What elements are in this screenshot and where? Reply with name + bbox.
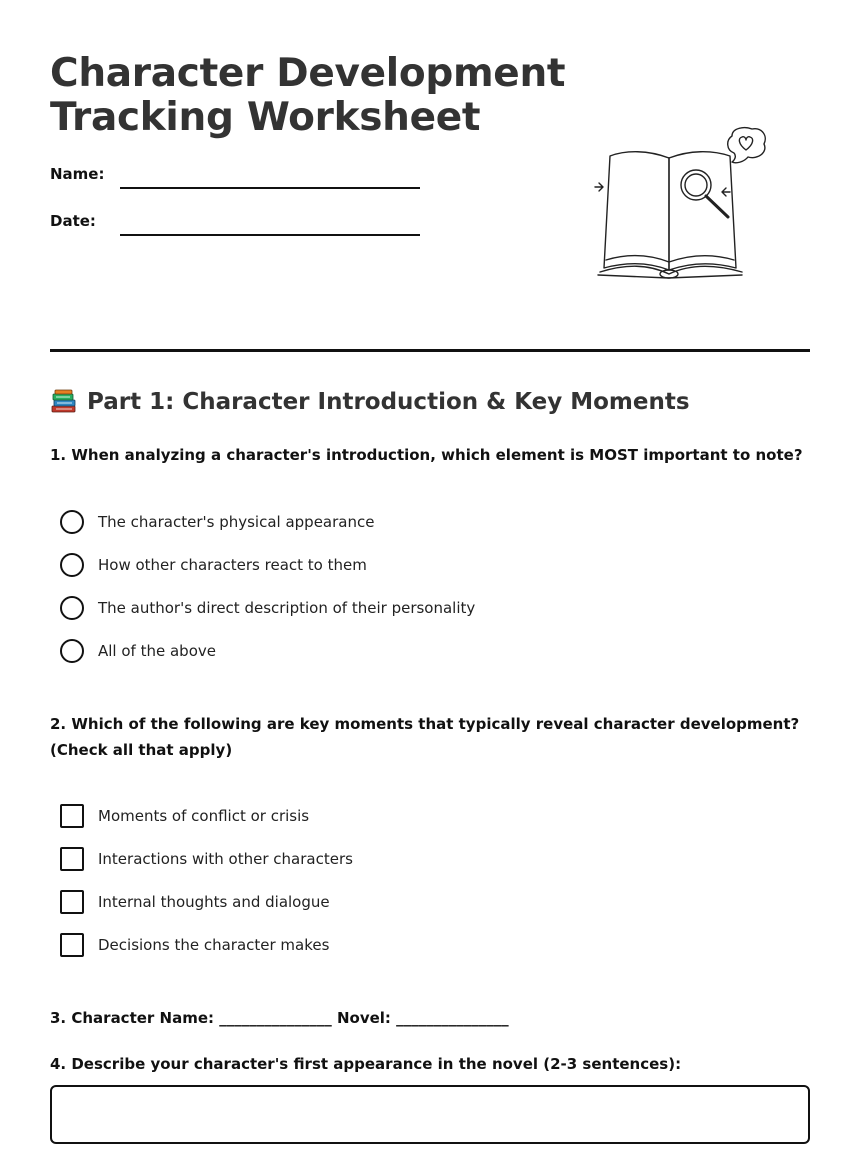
q2-option-3[interactable] bbox=[60, 889, 330, 915]
radio-button[interactable] bbox=[60, 553, 84, 577]
date-label: Date: bbox=[50, 212, 96, 230]
option-label: The character's physical appearance bbox=[98, 513, 375, 531]
part1-title: Part 1: Character Introduction & Key Moments bbox=[87, 389, 690, 415]
option-label: How other characters react to them bbox=[98, 556, 367, 574]
question-1: 1. When analyzing a character's introduction, which element is MOST important to note? bbox=[50, 446, 803, 464]
radio-button[interactable] bbox=[60, 639, 84, 663]
checkbox[interactable] bbox=[60, 804, 84, 828]
question-2: 2. Which of the following are key moments that typically reveal character development? (Check all that apply) bbox=[50, 715, 800, 759]
checkbox[interactable] bbox=[60, 847, 84, 871]
q1-option-4[interactable] bbox=[60, 638, 216, 664]
radio-button[interactable] bbox=[60, 596, 84, 620]
q1-option-1[interactable] bbox=[60, 509, 374, 535]
option-label: Moments of conflict or crisis bbox=[98, 807, 310, 825]
name-line[interactable] bbox=[120, 187, 420, 189]
checkbox[interactable] bbox=[60, 933, 84, 957]
book-magnifier-illustration bbox=[586, 122, 776, 282]
option-label: Internal thoughts and dialogue bbox=[98, 893, 330, 911]
option-label: The author's direct description of their personality bbox=[98, 599, 476, 617]
header-divider bbox=[50, 349, 810, 352]
part1-header bbox=[50, 388, 690, 416]
answer-box-q4[interactable] bbox=[50, 1085, 810, 1144]
q1-option-2[interactable] bbox=[60, 552, 367, 578]
name-field[interactable] bbox=[50, 165, 420, 183]
q2-option-1[interactable] bbox=[60, 803, 309, 829]
name-label: Name: bbox=[50, 165, 105, 183]
date-field[interactable] bbox=[50, 212, 420, 230]
option-label: All of the above bbox=[98, 642, 216, 660]
q1-option-3[interactable] bbox=[60, 595, 475, 621]
page-title: Character Development Tracking Worksheet bbox=[50, 51, 566, 140]
radio-button[interactable] bbox=[60, 510, 84, 534]
q2-option-4[interactable] bbox=[60, 932, 329, 958]
date-line[interactable] bbox=[120, 234, 420, 236]
option-label: Decisions the character makes bbox=[98, 936, 330, 954]
checkbox[interactable] bbox=[60, 890, 84, 914]
question-3: 3. Character Name: _______________ Novel: _______________ bbox=[50, 1009, 509, 1027]
books-icon bbox=[50, 388, 78, 416]
question-4: 4. Describe your character's first appearance in the novel (2-3 sentences): bbox=[50, 1055, 682, 1073]
option-label: Interactions with other characters bbox=[98, 850, 353, 868]
q2-option-2[interactable] bbox=[60, 846, 353, 872]
